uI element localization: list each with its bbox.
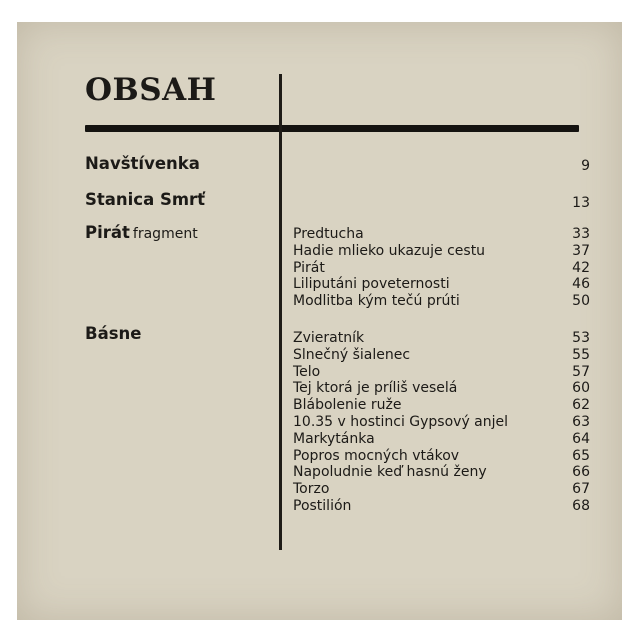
- item-title: Popros mocných vtákov: [293, 447, 460, 464]
- item-page: 33: [572, 226, 590, 242]
- section-pirat-sublabel: fragment: [132, 226, 198, 242]
- item-page: 46: [572, 276, 590, 293]
- item-page: 68: [572, 497, 590, 514]
- horizontal-rule: [85, 125, 579, 132]
- list-item: [293, 364, 590, 381]
- item-page: 66: [572, 464, 590, 481]
- list-item: [293, 431, 590, 448]
- list-item: [293, 347, 590, 364]
- section-navstivenka-page: 9: [581, 158, 590, 174]
- item-title: Liliputáni poveternosti: [293, 276, 450, 293]
- item-page: 57: [572, 363, 590, 380]
- section-navstivenka: Navštívenka: [85, 154, 200, 173]
- item-page: 53: [572, 330, 590, 346]
- book-page: [17, 22, 622, 620]
- item-page: 60: [572, 380, 590, 397]
- section-basne: Básne: [85, 324, 142, 343]
- list-item: [293, 260, 590, 277]
- item-title: 10.35 v hostinci Gypsový anjel: [293, 413, 509, 430]
- list-item: [293, 397, 590, 414]
- section-stanica-smrt-page: 13: [572, 195, 590, 211]
- item-page: 65: [572, 447, 590, 464]
- item-page: 67: [572, 481, 590, 498]
- vertical-rule: [279, 74, 282, 550]
- list-item: [293, 481, 590, 498]
- item-title: Hadie mlieko ukazuje cestu: [293, 242, 486, 259]
- item-title: Markytánka: [293, 430, 375, 447]
- item-page: 42: [572, 259, 590, 276]
- section-pirat-label: Pirát: [85, 223, 130, 242]
- item-title: Blábolenie ruže: [293, 397, 402, 414]
- item-page: 64: [572, 430, 590, 447]
- item-title: Predtucha: [293, 226, 364, 242]
- basne-list: [293, 330, 590, 515]
- item-title: Telo: [293, 363, 321, 380]
- item-page: 50: [572, 293, 590, 310]
- list-item: [293, 414, 590, 431]
- page-title: OBSAH: [85, 72, 217, 108]
- pirat-list: [293, 226, 590, 310]
- list-item: [293, 380, 590, 397]
- item-title: Torzo: [293, 481, 330, 498]
- section-stanica-smrt: Stanica Smrť: [85, 190, 206, 209]
- item-title: Tej ktorá je príliš veselá: [293, 380, 458, 397]
- item-page: 62: [572, 397, 590, 414]
- list-item: [293, 243, 590, 260]
- list-item: [293, 464, 590, 481]
- item-title: Pirát: [293, 259, 325, 276]
- list-item: [293, 330, 590, 347]
- list-item: [293, 448, 590, 465]
- list-item: [293, 293, 590, 310]
- item-title: Slnečný šialenec: [293, 346, 411, 363]
- item-title: Modlitba kým tečú prúti: [293, 293, 460, 310]
- item-title: Postilión: [293, 497, 352, 514]
- item-page: 63: [572, 413, 590, 430]
- list-item: [293, 226, 590, 243]
- item-page: 55: [572, 346, 590, 363]
- item-title: Zvieratník: [293, 330, 365, 346]
- item-page: 37: [572, 242, 590, 259]
- list-item: [293, 276, 590, 293]
- list-item: [293, 498, 590, 515]
- section-pirat: [85, 223, 198, 242]
- item-title: Napoludnie keď hasnú ženy: [293, 464, 487, 481]
